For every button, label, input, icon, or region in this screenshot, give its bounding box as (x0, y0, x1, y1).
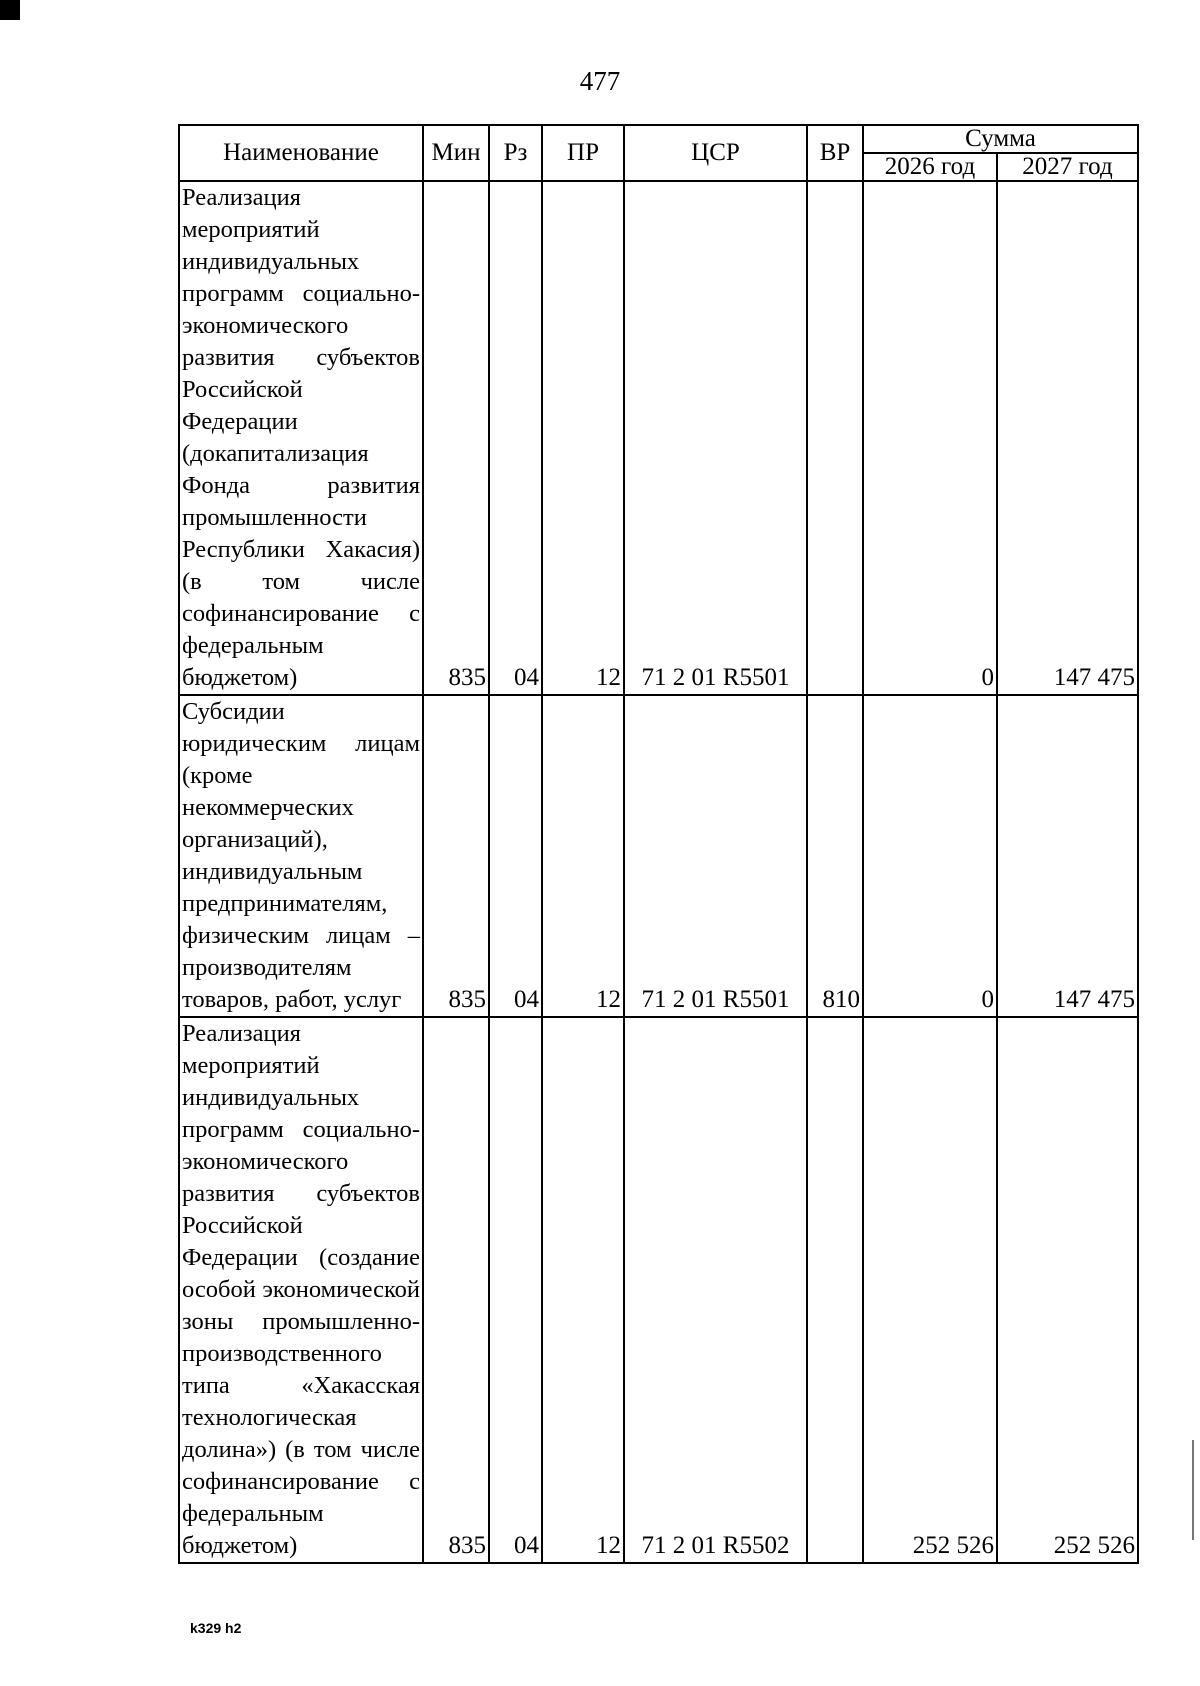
scan-corner-mark (0, 0, 20, 20)
row-name: Субсидии юридическим лицам (кроме некоммерческих организаций), индивидуальным предпринимателям, физическим лицам – производителям товаров, работ, услуг (179, 695, 423, 1017)
footer-code: k329 h2 (190, 1620, 242, 1636)
row-amount-2027: 147 475 (997, 695, 1138, 1017)
row-rz: 04 (489, 695, 542, 1017)
table-row (179, 181, 1138, 695)
row-pr: 12 (542, 181, 624, 695)
scan-margin-mark (1192, 1440, 1194, 1540)
row-min: 835 (423, 695, 489, 1017)
page-number: 477 (579, 66, 621, 96)
header-min: Мин (423, 125, 489, 181)
header-vr: ВР (807, 125, 863, 181)
header-name: Наименование (179, 125, 423, 181)
table-row (179, 1017, 1138, 1563)
row-csr: 71 2 01 R5501 (624, 695, 807, 1017)
row-amount-2026: 0 (863, 695, 997, 1017)
header-year-2027: 2027 год (997, 153, 1138, 181)
row-pr: 12 (542, 1017, 624, 1563)
row-vr: 810 (807, 695, 863, 1017)
row-csr: 71 2 01 R5501 (624, 181, 807, 695)
header-amount: Сумма (863, 125, 1138, 153)
row-pr: 12 (542, 695, 624, 1017)
row-name: Реализация мероприятий индивидуальных программ социально-экономического развития субъектов Российской Федерации (докапитализация Фонда развития промышленности Республики Хакасия) (в том числе софинансирование с федеральным бюджетом) (179, 181, 423, 695)
row-amount-2027: 147 475 (997, 181, 1138, 695)
row-rz: 04 (489, 181, 542, 695)
table-row (179, 695, 1138, 1017)
row-csr: 71 2 01 R5502 (624, 1017, 807, 1563)
budget-table (178, 124, 1139, 1564)
row-vr (807, 1017, 863, 1563)
row-name: Реализация мероприятий индивидуальных программ социально-экономического развития субъектов Российской Федерации (создание особой экономической зоны промышленно-производственного типа «Хакасская технологическая долина») (в том числе софинансирование с федеральным бюджетом) (179, 1017, 423, 1563)
row-amount-2026: 0 (863, 181, 997, 695)
header-year-2026: 2026 год (863, 153, 997, 181)
row-min: 835 (423, 181, 489, 695)
header-row-1 (179, 125, 1138, 153)
row-amount-2027: 252 526 (997, 1017, 1138, 1563)
header-rz: Рз (489, 125, 542, 181)
header-csr: ЦСР (624, 125, 807, 181)
row-min: 835 (423, 1017, 489, 1563)
header-pr: ПР (542, 125, 624, 181)
row-vr (807, 181, 863, 695)
row-amount-2026: 252 526 (863, 1017, 997, 1563)
row-rz: 04 (489, 1017, 542, 1563)
